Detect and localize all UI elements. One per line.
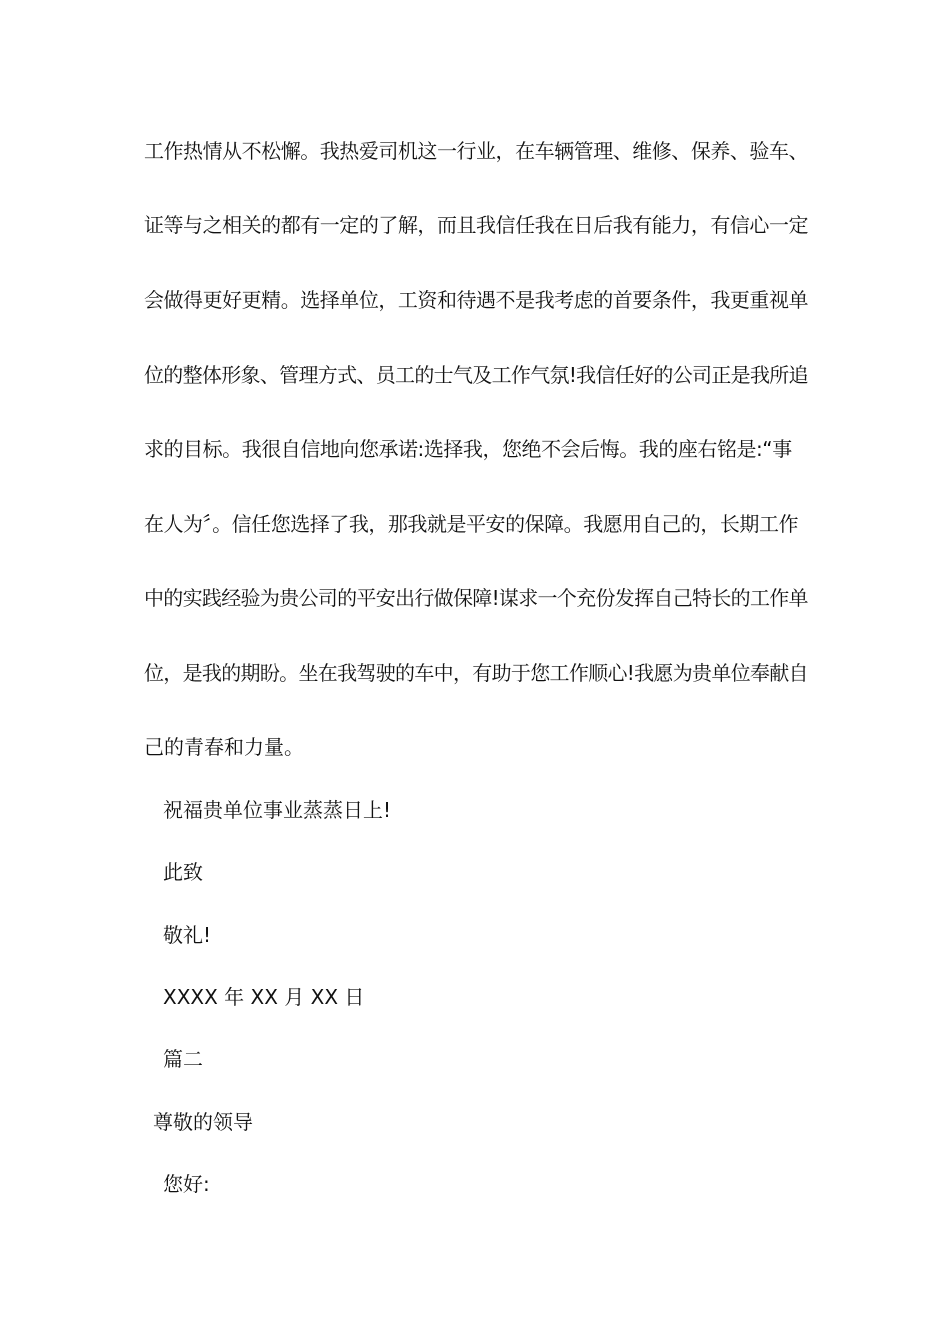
salutation-to: 此致 [163, 860, 203, 884]
paragraph-line-8: 位，是我的期盼。坐在我驾驶的车中，有助于您工作顺心!我愿为贵单位奉献自 [144, 661, 808, 685]
section-label: 篇二 [163, 1047, 203, 1071]
recipient-heading: 尊敬的领导 [153, 1110, 253, 1134]
paragraph-line-5: 求的目标。我很自信地向您承诺:选择我，您绝不会后悔。我的座右铭是:“事 [144, 437, 792, 461]
paragraph-line-1: 工作热情从不松懈。我热爱司机这一行业，在车辆管理、维修、保养、验车、 [144, 139, 809, 163]
paragraph-line-9: 己的青春和力量。 [144, 735, 304, 759]
paragraph-line-4: 位的整体形象、管理方式、员工的士气及工作气氛!我信任好的公司正是我所追 [144, 363, 808, 387]
salutation-regards: 敬礼! [163, 923, 212, 947]
paragraph-line-3: 会做得更好更精。选择单位，工资和待遇不是我考虑的首要条件，我更重视单 [144, 288, 809, 312]
paragraph-line-6: 在人为〞。信任您选择了我，那我就是平安的保障。我愿用自己的，长期工作 [144, 512, 799, 536]
paragraph-line-7: 中的实践经验为贵公司的平安出行做保障!谋求一个充份发挥自己特长的工作单 [144, 586, 808, 610]
paragraph-line-2: 证等与之相关的都有一定的了解，而且我信任我在日后我有能力，有信心一定 [144, 213, 809, 237]
greeting: 您好: [163, 1172, 210, 1196]
closing-wish: 祝福贵单位事业蒸蒸日上! [163, 798, 392, 822]
letter-date: XXXX 年 XX 月 XX 日 [163, 985, 365, 1009]
